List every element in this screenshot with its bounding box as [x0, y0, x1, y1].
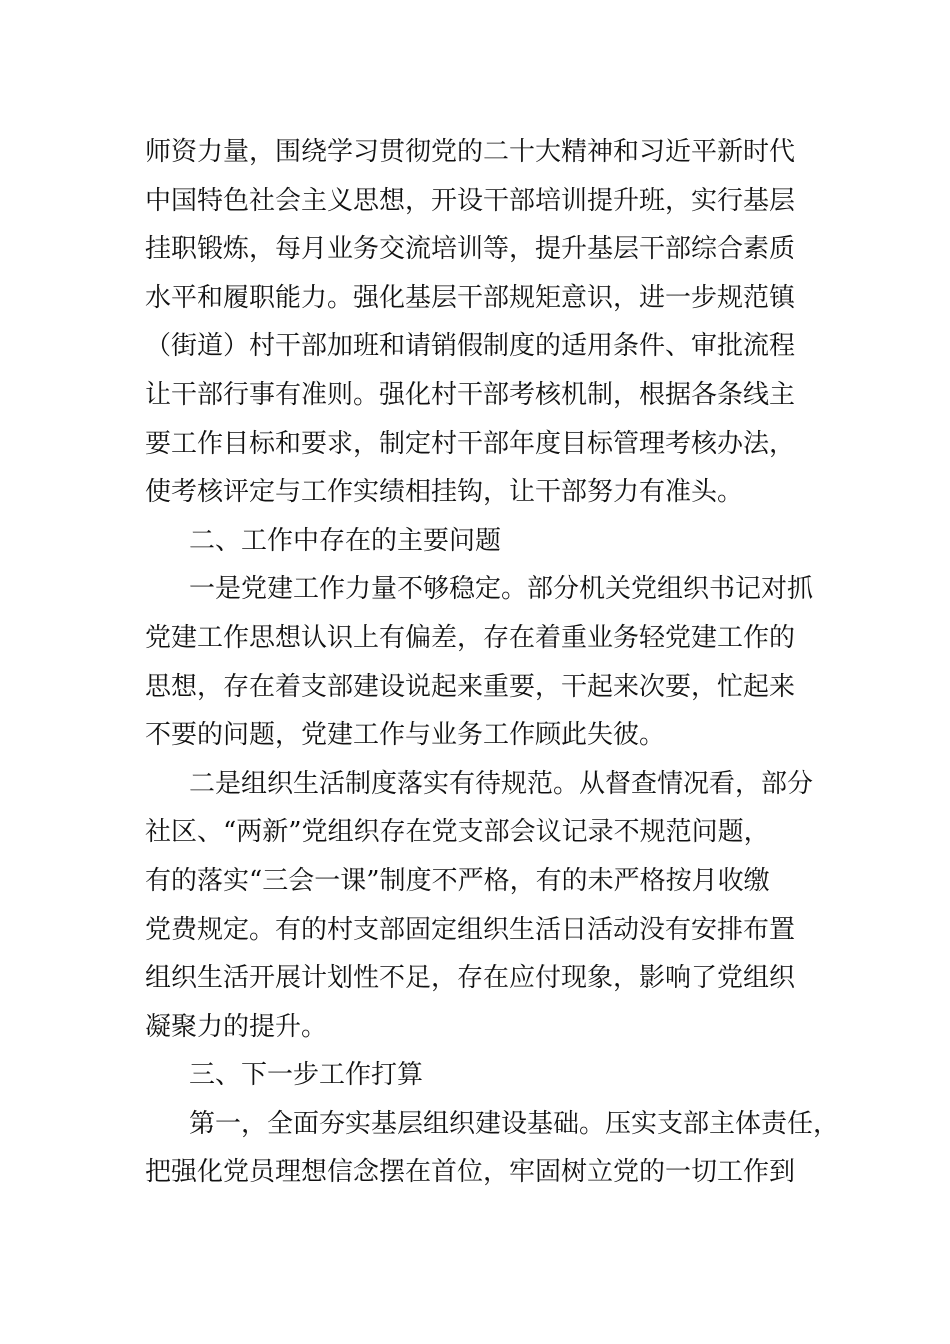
paragraph-plan-one	[145, 1100, 840, 1197]
text-line: 有的落实“三会一课”制度不严格，有的未严格按月收缴	[145, 865, 770, 896]
text-line: 组织生活开展计划性不足，存在应付现象，影响了党组织	[145, 963, 796, 994]
section-heading: 二、工作中存在的主要问题	[189, 525, 502, 556]
text-line: 第一，全面夯实基层组织建设基础。压实支部主体责任，	[189, 1108, 840, 1139]
paragraph-problem-one	[145, 565, 825, 759]
document-body	[145, 128, 840, 1197]
text-line: 水平和履职能力。强化基层干部规矩意识，进一步规范镇	[145, 282, 796, 313]
section-heading-next-steps	[145, 1051, 825, 1100]
paragraph-problem-two	[145, 760, 825, 1052]
text-line: 挂职锻炼，每月业务交流培训等，提升基层干部综合素质	[145, 234, 796, 265]
text-line: 不要的问题，党建工作与业务工作顾此失彼。	[145, 720, 666, 751]
text-line: 党建工作思想认识上有偏差，存在着重业务轻党建工作的	[145, 622, 796, 653]
text-line: 让干部行事有准则。强化村干部考核机制，根据各条线主	[145, 379, 796, 410]
text-line: 一是党建工作力量不够稳定。部分机关党组织书记对抓	[189, 574, 814, 605]
text-line: （街道）村干部加班和请销假制度的适用条件、审批流程	[145, 331, 796, 362]
text-line: 思想，存在着支部建设说起来重要，干起来次要，忙起来	[145, 671, 796, 702]
text-line: 使考核评定与工作实绩相挂钩，让干部努力有准头。	[145, 477, 744, 508]
paragraph-cadre-training	[145, 128, 825, 517]
text-line: 社区、“两新”党组织存在党支部会议记录不规范问题，	[145, 817, 770, 848]
text-line: 党费规定。有的村支部固定组织生活日活动没有安排布置	[145, 914, 796, 945]
text-line: 凝聚力的提升。	[145, 1011, 328, 1042]
text-line: 把强化党员理想信念摆在首位，牢固树立党的一切工作到	[145, 1157, 796, 1188]
text-line: 师资力量，围绕学习贯彻党的二十大精神和习近平新时代	[145, 137, 796, 167]
text-line: 二是组织生活制度落实有待规范。从督查情况看，部分	[189, 768, 814, 799]
section-heading: 三、下一步工作打算	[189, 1060, 424, 1091]
text-line: 中国特色社会主义思想，开设干部培训提升班，实行基层	[145, 185, 796, 216]
text-line: 要工作目标和要求，制定村干部年度目标管理考核办法，	[145, 428, 796, 459]
section-heading-problems	[145, 517, 825, 566]
